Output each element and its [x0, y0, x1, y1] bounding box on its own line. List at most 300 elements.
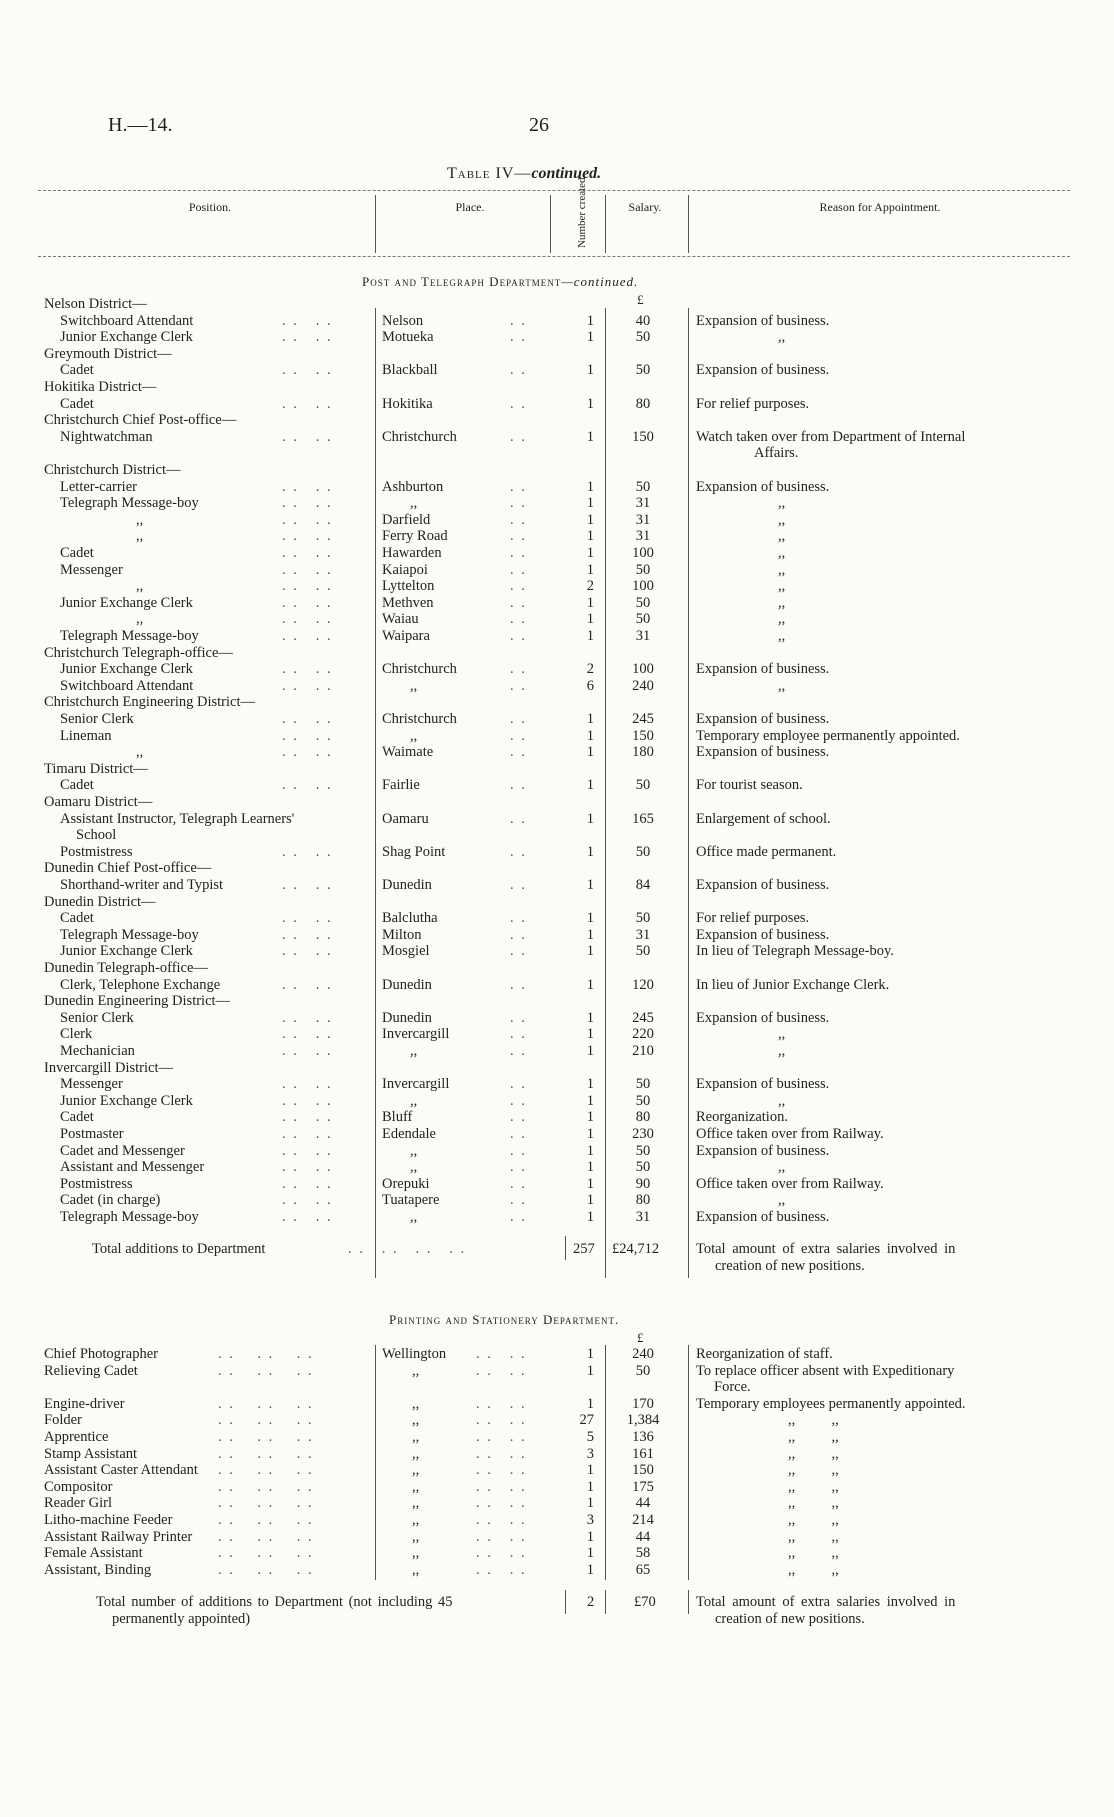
table-row — [0, 611, 1114, 628]
place-cell: Invercargill — [382, 1026, 450, 1043]
position-cell: Dunedin Engineering District— — [44, 993, 231, 1010]
printing-currency-symbol: £ — [637, 1330, 644, 1345]
table-row — [0, 827, 1114, 844]
position-cell: School — [76, 827, 117, 844]
position-cell: Postmaster — [60, 1126, 124, 1142]
table-row — [0, 927, 1114, 944]
leader-dots: . . . . . . — [218, 1395, 314, 1412]
table-row — [0, 943, 1114, 960]
position-cell: Junior Exchange Clerk — [60, 594, 193, 611]
position-cell: Timaru District— — [44, 760, 148, 777]
reason-cell: ,, — [778, 528, 786, 545]
column-header-position: Position. — [188, 200, 232, 214]
leader-dots: . . . . . . — [218, 1512, 314, 1528]
number-cell: 1 — [586, 777, 594, 794]
total-box-rule — [565, 1590, 566, 1614]
leader-dots: . . . . — [282, 578, 333, 595]
salary-cell: 100 — [632, 545, 654, 561]
table-row — [0, 1446, 1114, 1463]
table-row — [0, 346, 1114, 363]
post-total-reason-line1: Total amount of extra salaries involved in — [696, 1241, 956, 1257]
post-total-label: Total additions to Department — [92, 1241, 266, 1257]
number-cell: 2 — [586, 578, 594, 595]
position-cell: Switchboard Attendant — [60, 677, 194, 694]
table-row — [0, 794, 1114, 811]
salary-cell: 50 — [635, 478, 651, 495]
table-row — [0, 495, 1114, 512]
leader-dots: . . — [510, 545, 527, 561]
leader-dots: . . . . . . — [218, 1528, 314, 1545]
table-row — [0, 744, 1114, 761]
position-cell: Assistant and Messenger — [60, 1159, 205, 1176]
table-title-suffix: continued. — [531, 165, 602, 182]
post-total-leader: . . . . . . . . — [348, 1241, 467, 1257]
reason-cell: ,, ,, — [788, 1429, 839, 1445]
leader-dots: . . . . — [282, 1159, 333, 1176]
printing-section-title: Printing and Stationery Department. — [389, 1312, 620, 1327]
reason-cell: ,, — [778, 578, 786, 595]
leader-dots: . . . . — [282, 594, 333, 611]
place-cell: ,, — [412, 1512, 420, 1528]
number-cell: 3 — [586, 1445, 594, 1462]
leader-dots: . . . . — [282, 711, 333, 727]
post-total-number: 257 — [573, 1241, 595, 1257]
table-row — [0, 1562, 1114, 1579]
leader-dots: . . . . — [282, 329, 333, 346]
leader-dots: . . . . — [476, 1462, 527, 1479]
place-cell: Blackball — [382, 362, 438, 379]
place-cell: Ashburton — [382, 478, 444, 495]
number-cell: 1 — [586, 744, 594, 761]
table-row — [0, 1109, 1114, 1126]
table-row — [0, 512, 1114, 529]
leader-dots: . . — [510, 1009, 527, 1026]
leader-dots: . . — [510, 1043, 527, 1059]
reason-cell: Expansion of business. — [696, 1076, 830, 1093]
number-cell: 2 — [586, 661, 594, 678]
position-cell: Nightwatchman — [60, 428, 153, 445]
leader-dots: . . — [510, 1026, 527, 1043]
salary-cell: 220 — [632, 1026, 654, 1043]
number-cell: 1 — [586, 561, 594, 578]
table-row — [0, 645, 1114, 662]
salary-cell: 245 — [632, 711, 654, 727]
position-cell: Cadet (in charge) — [60, 1192, 161, 1209]
place-cell: Christchurch — [382, 428, 457, 445]
reason-cell: Reorganization. — [696, 1109, 788, 1126]
header-divider — [605, 195, 606, 253]
salary-cell: 40 — [635, 312, 651, 329]
salary-cell: 50 — [635, 362, 651, 379]
place-cell: Christchurch — [382, 661, 457, 678]
leader-dots: . . . . — [282, 1209, 333, 1225]
reason-cell: ,, — [778, 1192, 786, 1209]
position-cell: Messenger — [60, 1076, 123, 1093]
place-cell: Christchurch — [382, 711, 457, 727]
leader-dots: . . — [510, 1142, 527, 1159]
reason-cell: Expansion of business. — [696, 1209, 830, 1225]
leader-dots: . . . . — [282, 1142, 333, 1159]
place-cell: Orepuki — [382, 1175, 430, 1192]
reason-cell: Expansion of business. — [696, 1009, 830, 1026]
place-cell: ,, — [410, 1209, 418, 1225]
position-cell: Assistant Caster Attendant — [44, 1462, 198, 1479]
salary-cell: 1,384 — [626, 1412, 660, 1429]
leader-dots: . . . . — [282, 1092, 333, 1109]
table-row — [0, 296, 1114, 313]
position-cell: Greymouth District— — [44, 345, 172, 362]
place-cell: ,, — [410, 495, 418, 512]
leader-dots: . . . . — [282, 395, 333, 412]
column-header-reason: Reason for Appointment. — [819, 200, 941, 214]
leader-dots: . . — [510, 312, 527, 329]
position-cell: Oamaru District— — [44, 794, 153, 810]
table-row — [0, 811, 1114, 828]
leader-dots: . . . . — [282, 976, 333, 993]
reason-cell: Office taken over from Railway. — [696, 1175, 884, 1192]
number-cell: 1 — [586, 1109, 594, 1126]
leader-dots: . . — [510, 1126, 527, 1142]
position-cell: Cadet — [60, 910, 94, 927]
printing-total-label-line1: Total number of additions to Department (not including 45 — [96, 1594, 453, 1610]
salary-cell: 136 — [632, 1429, 654, 1445]
reason-cell: ,, — [778, 1159, 786, 1176]
table-row — [0, 1379, 1114, 1396]
leader-dots: . . — [510, 943, 527, 960]
salary-cell: 214 — [632, 1512, 654, 1528]
position-cell: Assistant Instructor, Telegraph Learners' — [60, 810, 295, 827]
leader-dots: . . . . . . — [218, 1478, 314, 1495]
salary-cell: 150 — [632, 428, 654, 445]
number-cell: 1 — [586, 1092, 594, 1109]
reason-cell: ,, — [778, 495, 786, 512]
place-cell: Fairlie — [382, 777, 420, 794]
place-cell: ,, — [412, 1395, 420, 1412]
leader-dots: . . — [510, 628, 527, 644]
table-row — [0, 1060, 1114, 1077]
leader-dots: . . . . . . — [218, 1429, 314, 1445]
position-cell: Folder — [44, 1412, 82, 1429]
reason-cell: Expansion of business. — [696, 362, 830, 379]
leader-dots: . . . . — [476, 1346, 527, 1362]
salary-cell: 230 — [632, 1126, 654, 1142]
place-cell: ,, — [412, 1495, 420, 1512]
table-row — [0, 761, 1114, 778]
reason-cell: ,, ,, — [788, 1445, 839, 1462]
position-cell: ,, — [136, 511, 144, 528]
leader-dots: . . — [510, 810, 527, 827]
leader-dots: . . — [510, 594, 527, 611]
salary-cell: 65 — [635, 1561, 651, 1578]
table-row — [0, 1396, 1114, 1413]
column-header-place: Place. — [455, 200, 485, 214]
table-row — [0, 1529, 1114, 1546]
leader-dots: . . . . — [282, 312, 333, 329]
leader-dots: . . . . — [282, 545, 333, 561]
position-cell: Compositor — [44, 1478, 113, 1495]
salary-cell: 175 — [632, 1478, 654, 1495]
reason-cell: Expansion of business. — [696, 1142, 830, 1159]
table-row — [0, 379, 1114, 396]
leader-dots: . . . . . . — [218, 1462, 314, 1479]
position-cell: ,, — [136, 744, 144, 761]
leader-dots: . . — [510, 362, 527, 379]
reason-cell: ,, ,, — [788, 1545, 839, 1562]
table-row — [0, 1462, 1114, 1479]
number-cell: 1 — [586, 1126, 594, 1142]
number-cell: 1 — [586, 843, 594, 860]
leader-dots: . . . . — [282, 1109, 333, 1126]
position-cell: Dunedin Telegraph-office— — [44, 960, 208, 976]
post-section-suffix: —continued. — [561, 274, 639, 289]
salary-cell: 50 — [635, 1076, 651, 1093]
leader-dots: . . — [510, 1092, 527, 1109]
reason-cell: Expansion of business. — [696, 661, 830, 678]
salary-cell: 100 — [632, 661, 654, 678]
position-cell: Junior Exchange Clerk — [60, 329, 193, 346]
salary-cell: 150 — [632, 727, 654, 744]
place-cell: Dunedin — [382, 1009, 432, 1026]
table-row — [0, 412, 1114, 429]
reason-cell: Temporary employees permanently appointed. — [696, 1395, 966, 1412]
place-cell: Hawarden — [382, 545, 442, 561]
leader-dots: . . . . — [282, 611, 333, 628]
leader-dots: . . — [510, 777, 527, 794]
place-cell: ,, — [412, 1412, 420, 1429]
leader-dots: . . . . — [476, 1528, 527, 1545]
position-cell: Cadet — [60, 362, 94, 379]
reason-cell: Reorganization of staff. — [696, 1346, 833, 1362]
reason-cell: Temporary employee permanently appointed. — [696, 727, 960, 744]
position-cell: Cadet — [60, 395, 94, 412]
place-cell: ,, — [412, 1429, 420, 1445]
leader-dots: . . — [510, 528, 527, 545]
salary-cell: 31 — [635, 926, 651, 943]
table-row — [0, 1159, 1114, 1176]
position-cell: Dunedin District— — [44, 893, 156, 910]
number-cell: 1 — [586, 1362, 594, 1379]
salary-cell: 50 — [635, 594, 651, 611]
leader-dots: . . — [510, 1209, 527, 1225]
leader-dots: . . . . — [282, 362, 333, 379]
table-row — [0, 960, 1114, 977]
salary-cell: 50 — [635, 329, 651, 346]
position-cell: Chief Photographer — [44, 1346, 158, 1362]
table-row — [0, 1093, 1114, 1110]
table-row — [0, 910, 1114, 927]
table-row — [0, 445, 1114, 462]
number-cell: 1 — [586, 1528, 594, 1545]
leader-dots: . . . . . . — [218, 1412, 314, 1429]
number-cell: 1 — [586, 1142, 594, 1159]
leader-dots: . . — [510, 877, 527, 893]
post-total-salary: £24,712 — [612, 1241, 660, 1257]
table-row — [0, 628, 1114, 645]
position-cell: Junior Exchange Clerk — [60, 1092, 193, 1109]
salary-cell: 50 — [635, 943, 651, 960]
header-divider — [375, 195, 376, 253]
salary-cell: 44 — [635, 1495, 651, 1512]
leader-dots: . . . . — [476, 1395, 527, 1412]
salary-cell: 240 — [632, 677, 654, 694]
salary-cell: 210 — [632, 1043, 654, 1059]
salary-cell: 80 — [635, 1192, 651, 1209]
position-cell: Hokitika District— — [44, 379, 157, 395]
total-box-rule — [605, 1590, 606, 1614]
place-cell: Bluff — [382, 1109, 413, 1126]
position-cell: Litho-machine Feeder — [44, 1512, 173, 1528]
salary-cell: 161 — [632, 1445, 654, 1462]
reason-cell: For relief purposes. — [696, 395, 810, 412]
number-cell: 1 — [586, 1076, 594, 1093]
place-cell: Invercargill — [382, 1076, 450, 1093]
reason-cell: Expansion of business. — [696, 877, 830, 893]
salary-cell: 31 — [635, 511, 651, 528]
leader-dots: . . — [510, 926, 527, 943]
position-cell: Christchurch Telegraph-office— — [44, 644, 233, 661]
number-cell: 1 — [586, 943, 594, 960]
leader-dots: . . . . — [476, 1545, 527, 1562]
reason-cell: Force. — [714, 1379, 751, 1396]
printing-total-reason-line2: creation of new positions. — [715, 1611, 865, 1627]
salary-cell: 31 — [635, 495, 651, 512]
leader-dots: . . . . — [282, 478, 333, 495]
table-row — [0, 562, 1114, 579]
reason-cell: Watch taken over from Department of Internal — [696, 428, 966, 445]
table-row — [0, 1412, 1114, 1429]
table-title-prefix: Table IV— — [447, 165, 532, 182]
leader-dots: . . . . — [476, 1362, 527, 1379]
leader-dots: . . . . . . — [218, 1495, 314, 1512]
reason-cell: ,, ,, — [788, 1528, 839, 1545]
position-cell: Relieving Cadet — [44, 1362, 138, 1379]
table-row — [0, 894, 1114, 911]
position-cell: Mechanician — [60, 1043, 135, 1059]
place-cell: ,, — [410, 1159, 418, 1176]
reason-cell: In lieu of Telegraph Message-boy. — [696, 943, 894, 960]
place-cell: Hokitika — [382, 395, 433, 412]
leader-dots: . . . . — [282, 727, 333, 744]
number-cell: 1 — [586, 1009, 594, 1026]
table-row — [0, 1192, 1114, 1209]
reason-cell: ,, — [778, 511, 786, 528]
number-cell: 1 — [586, 711, 594, 727]
table-row — [0, 1429, 1114, 1446]
leader-dots: . . . . — [282, 1009, 333, 1026]
position-cell: Apprentice — [44, 1429, 109, 1445]
header-bottom-rule — [38, 256, 1070, 257]
column-header-salary: Salary. — [628, 200, 662, 214]
leader-dots: . . . . — [282, 661, 333, 678]
leader-dots: . . — [510, 1175, 527, 1192]
leader-dots: . . . . — [476, 1512, 527, 1528]
position-cell: Clerk — [60, 1026, 93, 1043]
position-cell: Telegraph Message-boy — [60, 628, 199, 644]
salary-cell: 31 — [635, 628, 651, 644]
number-cell: 1 — [586, 1159, 594, 1176]
place-cell: Waipara — [382, 628, 430, 644]
number-cell: 1 — [586, 727, 594, 744]
leader-dots: . . — [510, 677, 527, 694]
place-cell: ,, — [410, 1043, 418, 1059]
reason-cell: For relief purposes. — [696, 910, 810, 927]
reason-cell: Enlargement of school. — [696, 810, 831, 827]
leader-dots: . . . . . . — [218, 1561, 314, 1578]
salary-cell: 165 — [632, 810, 654, 827]
number-cell: 1 — [586, 428, 594, 445]
table-row — [0, 1512, 1114, 1529]
table-row — [0, 728, 1114, 745]
place-cell: Darfield — [382, 511, 431, 528]
reason-cell: ,, ,, — [788, 1512, 839, 1528]
table-row — [0, 396, 1114, 413]
table-row — [0, 1043, 1114, 1060]
page-number: 26 — [529, 114, 549, 136]
position-cell: Postmistress — [60, 843, 133, 860]
reason-cell: Expansion of business. — [696, 312, 830, 329]
leader-dots: . . . . — [282, 926, 333, 943]
table-row — [0, 1126, 1114, 1143]
salary-cell: 90 — [635, 1175, 651, 1192]
number-cell: 6 — [586, 677, 594, 694]
position-cell: ,, — [136, 528, 144, 545]
leader-dots: . . . . — [282, 1026, 333, 1043]
place-cell: Dunedin — [382, 877, 432, 893]
number-cell: 1 — [586, 545, 594, 561]
position-cell: Cadet — [60, 1109, 94, 1126]
place-cell: Milton — [382, 926, 422, 943]
number-cell: 1 — [586, 511, 594, 528]
table-row — [0, 362, 1114, 379]
leader-dots: . . . . — [282, 1043, 333, 1059]
printing-total-reason-line1: Total amount of extra salaries involved in — [696, 1594, 956, 1610]
position-cell: Telegraph Message-boy — [60, 1209, 199, 1225]
table-row — [0, 711, 1114, 728]
reason-cell: Expansion of business. — [696, 478, 830, 495]
place-cell: Shag Point — [382, 843, 446, 860]
reason-cell: ,, — [778, 677, 786, 694]
position-cell: Cadet and Messenger — [60, 1142, 185, 1159]
leader-dots: . . . . — [476, 1412, 527, 1429]
position-cell: Telegraph Message-boy — [60, 495, 199, 512]
reason-cell: ,, — [778, 1092, 786, 1109]
table-row — [0, 595, 1114, 612]
leader-dots: . . . . — [282, 1175, 333, 1192]
number-cell: 1 — [586, 1462, 594, 1479]
salary-cell: 170 — [632, 1395, 654, 1412]
number-cell: 5 — [586, 1429, 594, 1445]
leader-dots: . . . . — [282, 1192, 333, 1209]
salary-cell: 150 — [632, 1462, 654, 1479]
reason-cell: ,, — [778, 611, 786, 628]
salary-cell: 50 — [635, 1092, 651, 1109]
leader-dots: . . . . — [282, 1076, 333, 1093]
salary-cell: 245 — [632, 1009, 654, 1026]
position-cell: Clerk, Telephone Exchange — [60, 976, 221, 993]
leader-dots: . . . . — [282, 910, 333, 927]
leader-dots: . . . . — [476, 1561, 527, 1578]
leader-dots: . . — [510, 511, 527, 528]
position-cell: ,, — [136, 611, 144, 628]
salary-cell: 80 — [635, 395, 651, 412]
leader-dots: . . . . . . — [218, 1445, 314, 1462]
header-top-rule — [38, 190, 1070, 191]
leader-dots: . . . . — [282, 1126, 333, 1142]
leader-dots: . . — [510, 1076, 527, 1093]
position-cell: Senior Clerk — [60, 1009, 134, 1026]
printing-total-label-line2: permanently appointed) — [112, 1611, 251, 1627]
reason-cell: ,, ,, — [788, 1495, 839, 1512]
